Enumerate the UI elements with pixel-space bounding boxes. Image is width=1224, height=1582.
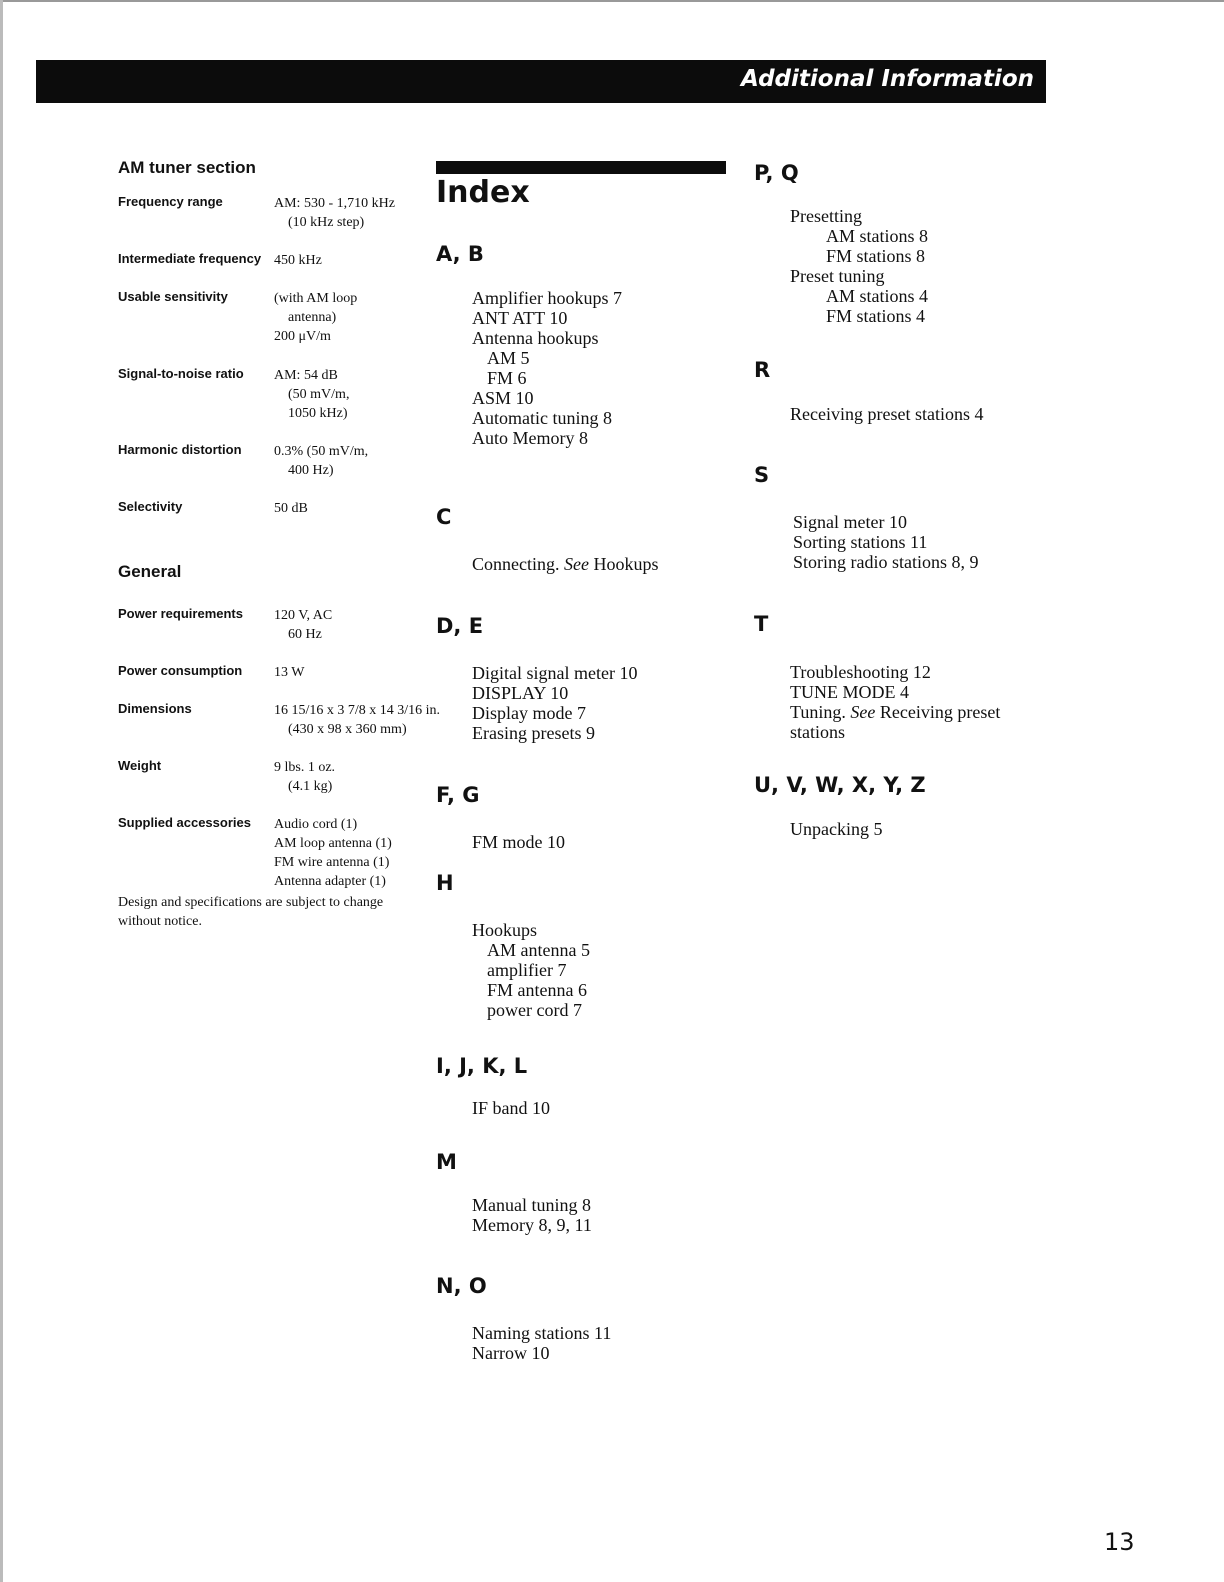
spec-label: Power requirements <box>118 606 243 621</box>
index-title: Index <box>436 175 530 210</box>
spec-value-line: 1050 kHz) <box>288 406 348 421</box>
spec-value <box>274 289 357 346</box>
spec-value-line: (50 mV/m, <box>288 387 350 402</box>
spec-value <box>274 758 335 796</box>
index-entry-list <box>790 404 983 424</box>
am-tuner-heading: AM tuner section <box>118 158 256 177</box>
index-entry: Tuning. See Receiving preset <box>790 702 1001 722</box>
spec-value <box>274 663 304 682</box>
page-top-edge <box>0 0 1224 2</box>
index-entry: ASM 10 <box>472 388 534 408</box>
index-entry-list <box>472 554 659 574</box>
spec-value-line: 200 μV/m <box>274 329 331 344</box>
spec-label: Intermediate frequency <box>118 251 262 266</box>
index-entry: IF band 10 <box>472 1098 550 1118</box>
index-entry: FM stations 8 <box>826 246 926 266</box>
index-letter-heading: S <box>754 463 770 487</box>
spec-value-line: Antenna adapter (1) <box>274 874 386 889</box>
spec-value-line: Audio cord (1) <box>274 817 358 832</box>
index-entry: FM antenna 6 <box>487 980 587 1000</box>
spec-value-line: 400 Hz) <box>288 463 334 478</box>
index-entry-list <box>472 832 565 852</box>
spec-value-line: AM loop antenna (1) <box>274 836 392 851</box>
index-entry: Memory 8, 9, 11 <box>472 1215 592 1235</box>
index-entry: Sorting stations 11 <box>793 532 928 552</box>
index-entry: Preset tuning <box>790 266 885 286</box>
index-entry-list <box>793 512 979 572</box>
spec-value-line: FM wire antenna (1) <box>274 855 390 870</box>
index-entry: Unpacking 5 <box>790 819 883 839</box>
spec-value <box>274 701 440 739</box>
index-entry: FM 6 <box>487 368 527 388</box>
index-entry: Connecting. See Hookups <box>472 554 659 574</box>
index-entry: Display mode 7 <box>472 703 586 723</box>
index-entry-list <box>790 662 1000 742</box>
spec-value <box>274 442 368 480</box>
index-letter-heading: M <box>436 1150 457 1174</box>
index-entry: Naming stations 11 <box>472 1323 612 1343</box>
index-letter-heading: H <box>436 871 454 895</box>
index-letter-heading: C <box>436 505 452 529</box>
index-entry: Automatic tuning 8 <box>472 408 612 428</box>
index-entry-list <box>790 819 882 839</box>
spec-value-line: (430 x 98 x 360 mm) <box>288 722 407 737</box>
spec-value-line: (4.1 kg) <box>288 779 333 794</box>
spec-value <box>274 366 349 423</box>
spec-value-line: (with AM loop <box>274 291 358 306</box>
index-entry: FM stations 4 <box>826 306 926 326</box>
index-letter-heading: N, O <box>436 1274 487 1298</box>
index-entry: ANT ATT 10 <box>472 308 568 328</box>
index-entry: Receiving preset stations 4 <box>790 404 984 424</box>
index-entry: Storing radio stations 8, 9 <box>793 552 979 572</box>
spec-value <box>274 251 322 270</box>
spec-note: Design and specifications are subject to change without notice. <box>118 895 384 929</box>
spec-value <box>274 606 332 644</box>
index-entry: Hookups <box>472 920 538 940</box>
spec-value-line: antenna) <box>288 310 337 325</box>
spec-label: Power consumption <box>118 663 243 678</box>
index-letter-heading: P, Q <box>754 161 799 185</box>
index-entry: DISPLAY 10 <box>472 683 569 703</box>
index-letter-heading: I, J, K, L <box>436 1054 528 1078</box>
index-entry: TUNE MODE 4 <box>790 682 909 702</box>
index-letter-heading: A, B <box>436 242 484 266</box>
spec-value-line: 13 W <box>274 665 305 680</box>
spec-value-line: 60 Hz <box>288 627 322 642</box>
spec-value-line: 16 15/16 x 3 7/8 x 14 3/16 in. <box>274 703 441 718</box>
spec-label: Harmonic distortion <box>118 442 242 457</box>
spec-label: Weight <box>118 758 162 773</box>
header-bar <box>36 60 1046 103</box>
index-letter-heading: U, V, W, X, Y, Z <box>754 773 926 797</box>
index-entry: AM stations 4 <box>826 286 929 306</box>
spec-value-line: 120 V, AC <box>274 608 333 623</box>
index-entry: Narrow 10 <box>472 1343 550 1363</box>
index-entry: Signal meter 10 <box>793 512 907 532</box>
spec-label: Dimensions <box>118 701 192 716</box>
index-entry: Manual tuning 8 <box>472 1195 591 1215</box>
header-title: Additional Information <box>741 66 1034 92</box>
index-letter-heading: D, E <box>436 614 484 638</box>
index-entry: Auto Memory 8 <box>472 428 588 448</box>
spec-value <box>274 194 395 232</box>
spec-value-line: 0.3% (50 mV/m, <box>274 444 369 459</box>
index-entry-list <box>472 288 622 448</box>
index-entry-list <box>472 663 637 743</box>
index-letter-heading: T <box>754 612 769 636</box>
spec-value-line: AM: 530 - 1,710 kHz <box>274 196 395 211</box>
index-entry: amplifier 7 <box>487 960 567 980</box>
index-letter-heading: R <box>754 358 771 382</box>
index-entry-list <box>472 920 590 1020</box>
spec-value-line: 9 lbs. 1 oz. <box>274 760 336 775</box>
index-entry: power cord 7 <box>487 1000 582 1020</box>
index-entry: FM mode 10 <box>472 832 566 852</box>
spec-value-line: 50 dB <box>274 501 308 516</box>
index-entry: Amplifier hookups 7 <box>472 288 622 308</box>
spec-label: Frequency range <box>118 194 223 209</box>
index-entry: stations <box>790 722 846 742</box>
spec-value <box>274 815 392 891</box>
index-entry-list <box>790 206 928 326</box>
spec-label: Signal-to-noise ratio <box>118 366 244 381</box>
page-left-edge <box>0 0 3 1582</box>
general-heading: General <box>118 562 182 581</box>
spec-value-line: (10 kHz step) <box>288 215 365 230</box>
index-letter-heading: F, G <box>436 783 480 807</box>
spec-label: Selectivity <box>118 499 183 514</box>
index-rule <box>436 161 726 174</box>
index-entry: Erasing presets 9 <box>472 723 595 743</box>
index-entry-list <box>472 1323 611 1363</box>
spec-value-line: AM: 54 dB <box>274 368 338 383</box>
index-entry: AM stations 8 <box>826 226 929 246</box>
index-entry: Antenna hookups <box>472 328 599 348</box>
index-entry-list <box>472 1195 592 1235</box>
index-entry: AM 5 <box>487 348 530 368</box>
index-entry: Troubleshooting 12 <box>790 662 931 682</box>
index-entry: Digital signal meter 10 <box>472 663 638 683</box>
spec-label: Usable sensitivity <box>118 289 228 304</box>
index-entry: AM antenna 5 <box>487 940 590 960</box>
spec-value-line: 450 kHz <box>274 253 322 268</box>
index-entry: Presetting <box>790 206 862 226</box>
spec-label: Supplied accessories <box>118 815 251 830</box>
page-number: 13 <box>1104 1528 1135 1556</box>
index-entry-list <box>472 1098 550 1118</box>
spec-value <box>274 499 308 518</box>
